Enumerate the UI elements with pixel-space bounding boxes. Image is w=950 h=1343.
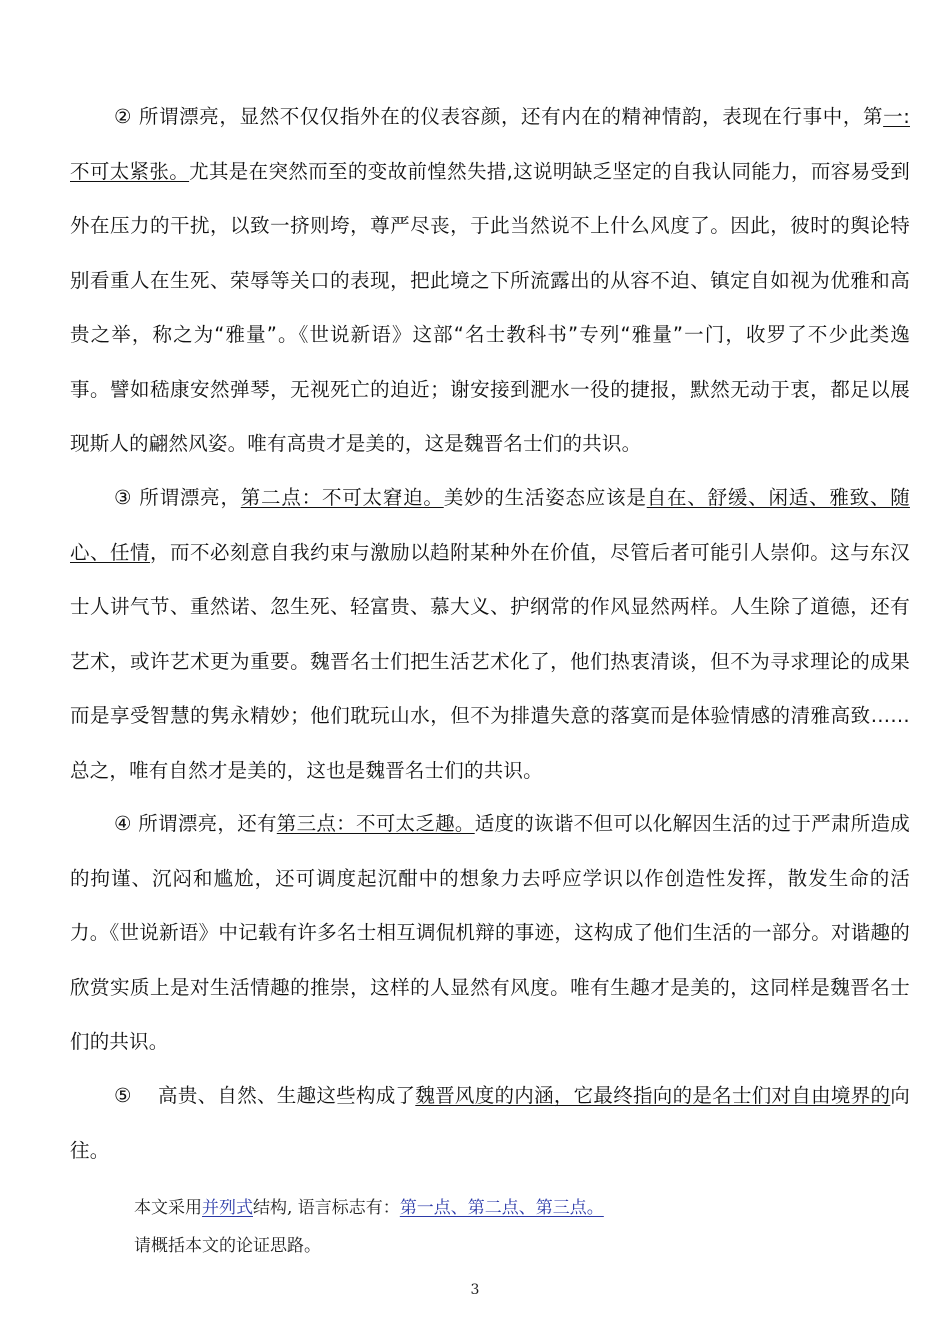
- page-number: 3: [470, 1282, 480, 1298]
- paragraph-3-lead: ③ 所谓漂亮，: [114, 486, 241, 509]
- paragraph-2-body: 尤其是在突然而至的变故前惶然失措,这说明缺乏坚定的自我认同能力，而容易受到外在压力的干扰，以致一挤则垮，尊严尽丧，于此当然说不上什么风度了。因此，彼时的舆论特别看重人在生死、荣辱等关口的表现，把此境之下所流露出的从容不迫、镇定自如视为优雅和高贵之举，称之为“雅量”。《世说新语》这部“名士教科书”专列“雅量”一门，收罗了不少此类逸事。譬如嵇康安然弹琴，无视死亡的迫近；谢安接到淝水一役的捷报，默然无动于衷，都足以展现斯人的翩然风姿。唯有高贵才是美的，这是魏晋名士们的共识。: [70, 159, 910, 455]
- paragraph-4: [70, 797, 910, 1070]
- paragraph-4-body: 适度的诙谐不但可以化解因生活的过于严肃所造成的拘谨、沉闷和尴尬，还可调度起沉酣中的想象力去呼应学识以作创造性发挥，散发生命的活力。《世说新语》中记载有许多名士相互调侃机辩的事迹，这构成了他们生活的一部分。对谐趣的欣赏实质上是对生活情趣的推崇，这样的人显然有风度。唯有生趣才是美的，这同样是魏晋名士们的共识。: [70, 812, 910, 1053]
- paragraph-3-body: ，而不必刻意自我约束与激励以趋附某种外在价值，尽管后者可能引人崇仰。这与东汉士人讲气节、重然诺、忽生死、轻富贵、慕大义、护纲常的作风显然两样。人生除了道德，还有艺术，或许艺术更为重要。魏晋名士们把生活艺术化了，他们热衷清谈，但不为寻求理论的成果而是享受智慧的隽永精妙；他们耽玩山水，但不为排遣失意的落寞而是体验情感的清雅高致……总之，唯有自然才是美的，这也是魏晋名士们的共识。: [70, 540, 910, 782]
- underlined-conclusion: 魏晋风度的内涵，它最终指向的是名士们对自由境界的: [415, 1084, 891, 1107]
- underlined-point-one: 一:不可太紧张。: [70, 105, 910, 183]
- paragraph-5-lead: ⑤ 高贵、自然、生趣这些构成了: [114, 1084, 416, 1107]
- markers-link[interactable]: 第一点、第二点、第三点。: [399, 1198, 604, 1218]
- note-mid: 结构, 语言标志有：: [253, 1198, 400, 1218]
- paragraph-5-body: 向往。: [70, 1084, 910, 1162]
- paragraph-3: [70, 471, 910, 798]
- paragraph-2-lead: ② 所谓漂亮，显然不仅仅指外在的仪表容颜，还有内在的精神情韵，表现在行事中，第: [114, 105, 884, 128]
- underlined-qualities: 自在、舒缓、闲适、雅致、随心、任情: [70, 486, 910, 564]
- answer-note-line-1: [134, 1192, 894, 1224]
- underlined-point-three: 第三点：不可太乏趣。: [276, 812, 475, 835]
- underlined-point-two: 第二点：不可太窘迫。: [240, 486, 444, 509]
- note-prefix: 本文采用: [134, 1198, 202, 1218]
- paragraph-3-mid: 美妙的生活姿态应该是: [443, 486, 647, 509]
- paragraph-5: [70, 1069, 910, 1178]
- paragraph-2: [70, 90, 910, 472]
- question-line: 请概括本文的论证思路。: [134, 1236, 321, 1256]
- paragraph-4-lead: ④ 所谓漂亮，还有: [114, 812, 277, 835]
- structure-type-link[interactable]: 并列式: [202, 1198, 253, 1218]
